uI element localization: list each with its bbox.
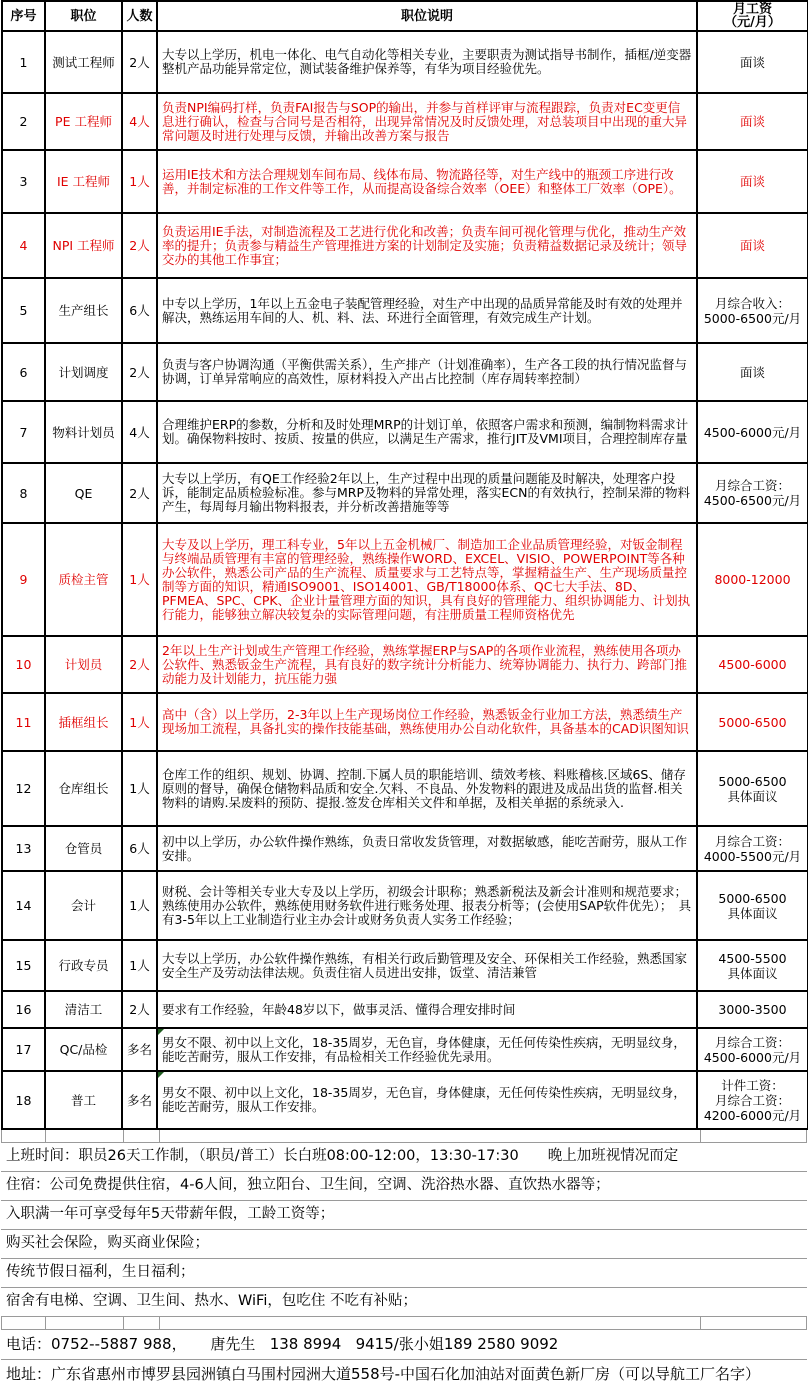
job-table-header [2, 1, 808, 31]
cell-position: 仓管员 [45, 826, 122, 871]
note-row: 传统节假日福利，生日福利； [1, 1259, 807, 1288]
cell-row-number: 7 [2, 401, 45, 463]
cell-position: QE [45, 463, 122, 523]
filler-cell [124, 1130, 160, 1142]
table-row [2, 278, 808, 343]
cell-salary: 4500-6000元/月 [697, 401, 808, 463]
filler-cell [701, 1130, 807, 1142]
table-row [2, 463, 808, 523]
cell-row-number: 15 [2, 940, 45, 991]
cell-salary: 月综合工资： 4000-5500元/月 [697, 826, 808, 871]
filler-cell [701, 1317, 807, 1329]
cell-description: 大专以上学历，有QE工作经验2年以上，生产过程中出现的质量问题能及时解决，处理客户投诉，能制定品质检验标准。参与MRP及物料的异常处理，落实ECN的有效执行，控制呆滞的物料产生，每周每月输出物料报表，并分析改善措施等等 [157, 463, 697, 523]
cell-position: PE 工程师 [45, 93, 122, 150]
cell-corner-flag-icon [158, 1029, 164, 1035]
filler-cell [46, 1317, 124, 1329]
table-row [2, 1028, 808, 1071]
filler-cell [46, 1130, 124, 1142]
cell-headcount: 4人 [122, 93, 157, 150]
table-row [2, 343, 808, 401]
cell-headcount: 2人 [122, 991, 157, 1028]
table-row [2, 93, 808, 150]
cell-row-number: 17 [2, 1028, 45, 1071]
table-row [2, 826, 808, 871]
cell-headcount: 2人 [122, 636, 157, 693]
header-position: 职位 [45, 1, 122, 31]
cell-salary: 面谈 [697, 213, 808, 278]
cell-row-number: 14 [2, 871, 45, 940]
cell-position: IE 工程师 [45, 150, 122, 213]
note-row: 住宿：公司免费提供住宿，4-6人间，独立阳台、卫生间，空调、洗浴热水器、直饮热水器等； [1, 1172, 807, 1201]
header-serial-number: 序号 [2, 1, 45, 31]
cell-headcount: 2人 [122, 31, 157, 93]
cell-headcount: 1人 [122, 150, 157, 213]
table-row [2, 213, 808, 278]
header-description: 职位说明 [157, 1, 697, 31]
grid-filler-row-top [1, 1130, 807, 1143]
cell-headcount: 1人 [122, 751, 157, 826]
cell-salary: 计件工资： 月综合工资： 4200-6000元/月 [697, 1071, 808, 1129]
table-row [2, 871, 808, 940]
cell-description: 合理维护ERP的参数，分析和及时处理MRP的计划订单，依照客户需求和预测，编制物料需求计划。确保物料按时、按质、按量的供应，以满足生产需求，推行JIT及VMI项目，合理控制库存量 [157, 401, 697, 463]
cell-row-number: 10 [2, 636, 45, 693]
cell-description: 要求有工作经验，年龄48岁以下，做事灵活、懂得合理安排时间 [157, 991, 697, 1028]
cell-row-number: 11 [2, 693, 45, 751]
cell-position: 计划员 [45, 636, 122, 693]
cell-position: 行政专员 [45, 940, 122, 991]
cell-row-number: 16 [2, 991, 45, 1028]
cell-description: 负责运用IE手法，对制造流程及工艺进行优化和改善；负责车间可视化管理与优化，推动生产效率的提升；负责参与精益生产管理推进方案的计划制定及实施；负责精益数据记录及统计；领导交办的其他工作事宜； [157, 213, 697, 278]
cell-salary: 5000-6500 具体面议 [697, 751, 808, 826]
cell-row-number: 8 [2, 463, 45, 523]
cell-headcount: 多名 [122, 1028, 157, 1071]
cell-salary: 月综合工资： 4500-6000元/月 [697, 1028, 808, 1071]
cell-position: 物料计划员 [45, 401, 122, 463]
header-salary-line1: 月工资 [732, 2, 772, 17]
cell-salary: 5000-6500 具体面议 [697, 871, 808, 940]
note-row: 上班时间：职员26天工作制，（职员/普工）长白班08:00-12:00，13:30-17:30 晚上加班视情况而定 [1, 1143, 807, 1172]
cell-row-number: 13 [2, 826, 45, 871]
cell-position: 测试工程师 [45, 31, 122, 93]
table-row [2, 523, 808, 636]
cell-description: 2年以上生产计划或生产管理工作经验，熟练掌握ERP与SAP的各项作业流程，熟练使用各项办公软件、熟悉钣金生产流程，具有良好的数字统计分析能力、统筹协调能力、执行力、跨部门推动能力及计划能力，抗压能力强 [157, 636, 697, 693]
cell-position: 仓库组长 [45, 751, 122, 826]
cell-description: 中专以上学历，1年以上五金电子装配管理经验，对生产中出现的品质异常能及时有效的处理并解决，熟练运用车间的人、机、料、法、环进行全面管理，有效完成生产计划。 [157, 278, 697, 343]
cell-row-number: 12 [2, 751, 45, 826]
job-listing-sheet [1, 0, 807, 1389]
grid-filler-row-bottom [1, 1317, 807, 1330]
cell-headcount: 4人 [122, 401, 157, 463]
cell-headcount: 1人 [122, 940, 157, 991]
table-row [2, 31, 808, 93]
cell-description: 大专及以上学历，理工科专业，5年以上五金机械厂、制造加工企业品质管理经验，对钣金制程与终端品质管理有丰富的管理经验，熟练操作WORD、EXCEL、VISIO、POWERPOINT等各种办公软件，熟悉公司产品的生产流程、质量要求与工艺特点等，掌握精益生产、生产现场质量控制等方面的知识，精通ISO9001、ISO14001、GB/T18000体系、QC七大手法、8D、PFMEA、SPC、CPK、企业计量管理方面的知识，具有良好的管理能力、组织协调能力、计划执行能力，能够独立解决较复杂的实际管理问题，有注册质量工程师资格优先 [157, 523, 697, 636]
cell-headcount: 2人 [122, 213, 157, 278]
cell-row-number: 9 [2, 523, 45, 636]
cell-position: QC/品检 [45, 1028, 122, 1071]
cell-headcount: 6人 [122, 278, 157, 343]
cell-row-number: 1 [2, 31, 45, 93]
cell-description: 运用IE技术和方法合理规划车间布局、线体布局、物流路径等，对生产线中的瓶颈工序进行改善，并制定标准的工作文件等工作，从而提高设备综合效率（OEE）和整体工厂效率（OPE）。 [157, 150, 697, 213]
cell-headcount: 2人 [122, 463, 157, 523]
filler-cell [160, 1317, 701, 1329]
table-row [2, 693, 808, 751]
cell-description: 负责与客户协调沟通（平衡供需关系），生产排产（计划准确率），生产各工段的执行情况监督与协调，订单异常响应的高效性，原材料投入产出占比控制（库存周转率控制） [157, 343, 697, 401]
header-row [2, 1, 808, 31]
table-row [2, 1071, 808, 1129]
cell-position: 普工 [45, 1071, 122, 1129]
table-row [2, 940, 808, 991]
cell-salary: 面谈 [697, 150, 808, 213]
filler-cell [124, 1317, 160, 1329]
job-table-body [2, 31, 808, 1129]
cell-headcount: 1人 [122, 693, 157, 751]
cell-headcount: 1人 [122, 871, 157, 940]
cell-salary: 月综合工资： 4500-6500元/月 [697, 463, 808, 523]
cell-row-number: 5 [2, 278, 45, 343]
cell-description: 财税、会计等相关专业大专及以上学历，初级会计职称；熟悉新税法及新会计准则和规范要求；熟练使用办公软件，熟练使用财务软件进行账务处理、报表分析等；(会使用SAP软件优先）； 具有3-5年以上工业制造行业主办会计或财务负责人实务工作经验； [157, 871, 697, 940]
cell-description: 男女不限、初中以上文化，18-35周岁，无色盲，身体健康，无任何传染性疾病，无明显纹身，能吃苦耐劳，服从工作安排。 [157, 1071, 697, 1129]
filler-cell [1, 1130, 46, 1142]
cell-salary: 5000-6500 [697, 693, 808, 751]
cell-row-number: 3 [2, 150, 45, 213]
filler-cell [1, 1317, 46, 1329]
header-salary [697, 1, 808, 31]
cell-position: 生产组长 [45, 278, 122, 343]
table-row [2, 150, 808, 213]
note-row: 购买社会保险，购买商业保险； [1, 1230, 807, 1259]
header-salary-line2: （元/月） [724, 15, 781, 30]
cell-salary: 面谈 [697, 343, 808, 401]
cell-headcount: 6人 [122, 826, 157, 871]
cell-headcount: 2人 [122, 343, 157, 401]
cell-headcount: 多名 [122, 1071, 157, 1129]
table-row [2, 991, 808, 1028]
cell-headcount: 1人 [122, 523, 157, 636]
cell-position: 插框组长 [45, 693, 122, 751]
note-row: 入职满一年可享受每年5天带薪年假，工龄工资等； [1, 1201, 807, 1230]
cell-salary: 8000-12000 [697, 523, 808, 636]
notes-section [1, 1143, 807, 1317]
header-headcount: 人数 [122, 1, 157, 31]
cell-description: 初中以上学历，办公软件操作熟练，负责日常收发货管理，对数据敏感，能吃苦耐劳，服从工作安排。 [157, 826, 697, 871]
phone-line: 电话：0752--5887 988， 唐先生 138 8994 9415/张小姐189 2580 9092 [1, 1330, 807, 1360]
job-table [1, 0, 808, 1130]
cell-row-number: 6 [2, 343, 45, 401]
cell-position: 清洁工 [45, 991, 122, 1028]
cell-salary: 4500-6000 [697, 636, 808, 693]
cell-row-number: 4 [2, 213, 45, 278]
cell-description: 大专以上学历，机电一体化、电气自动化等相关专业，主要职责为测试指导书制作，插框/逆变器整机产品功能异常定位，测试装备维护保养等，有华为项目经验优先。 [157, 31, 697, 93]
cell-salary: 月综合收入： 5000-6500元/月 [697, 278, 808, 343]
cell-salary: 面谈 [697, 31, 808, 93]
cell-position: 质检主管 [45, 523, 122, 636]
cell-description: 大专以上学历，办公软件操作熟练，有相关行政后勤管理及安全、环保相关工作经验，熟悉国家安全生产及劳动法律法规。负责住宿人员进出安排，饭堂、清洁兼管 [157, 940, 697, 991]
cell-position: 会计 [45, 871, 122, 940]
cell-salary: 面谈 [697, 93, 808, 150]
table-row [2, 636, 808, 693]
note-row: 宿舍有电梯、空调、卫生间、热水、WiFi，包吃住 不吃有补贴； [1, 1288, 807, 1317]
cell-description: 负责NPI编码打样，负责FAI报告与SOP的输出，并参与首样评审与流程跟踪，负责对EC变更信息进行确认，检查与合同号是否相符，出现异常情况及时反馈处理，对总装项目中出现的重大异常问题及时进行处理与反馈，并输出改善方案与报告 [157, 93, 697, 150]
cell-corner-flag-icon [158, 1072, 164, 1078]
table-row [2, 401, 808, 463]
filler-cell [160, 1130, 701, 1142]
cell-position: NPI 工程师 [45, 213, 122, 278]
cell-salary: 4500-5500 具体面议 [697, 940, 808, 991]
address-line: 地址：广东省惠州市博罗县园洲镇白马围村园洲大道558号-中国石化加油站对面黄色新厂房（可以导航工厂名字） [6, 1365, 761, 1383]
cell-description: 仓库工作的组织、规划、协调、控制.下属人员的职能培训、绩效考核、料账稽核.区域6S、储存原则的督导，确保仓储物料品质和安全.欠料、不良品、外发物料的跟进及成品出货的监督.相关物料的请购.呆废料的预防、提报.签发仓库相关文件和单据，及相关单据的系统录入. [157, 751, 697, 826]
cell-description: 高中（含）以上学历，2-3年以上生产现场岗位工作经验，熟悉钣金行业加工方法，熟悉绩生产现场加工流程，具备扎实的操作技能基础，熟练使用办公自动化软件，具备基本的CAD识图知识 [157, 693, 697, 751]
cell-row-number: 2 [2, 93, 45, 150]
cell-description: 男女不限、初中以上文化，18-35周岁，无色盲，身体健康，无任何传染性疾病，无明显纹身，能吃苦耐劳，服从工作安排，有品检相关工作经验优先录用。 [157, 1028, 697, 1071]
table-row [2, 751, 808, 826]
cell-position: 计划调度 [45, 343, 122, 401]
cell-row-number: 18 [2, 1071, 45, 1129]
cell-salary: 3000-3500 [697, 991, 808, 1028]
